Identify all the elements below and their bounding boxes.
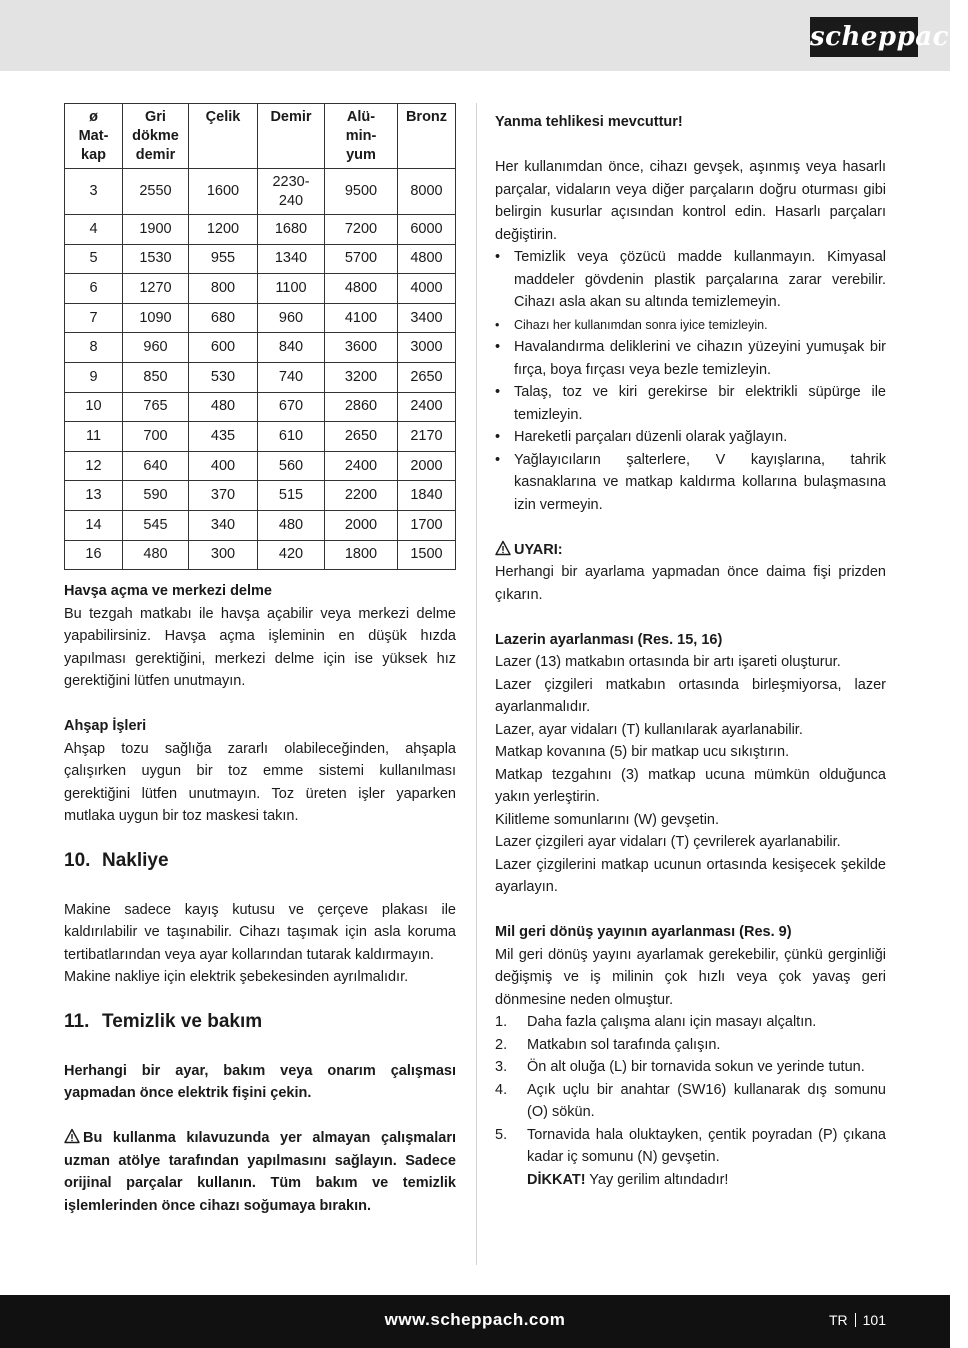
laser-line: Matkap tezgahını (3) matkap ucuna mümkün olduğunca yakın yerleştirin.: [495, 766, 886, 805]
list-item: [495, 1034, 886, 1057]
caution-label: DİKKAT!: [527, 1171, 586, 1188]
section-11-bold-note: Herhangi bir ayar, bakım veya onarım çalışması yapmadan önce elektrik fişini çekin.: [64, 1062, 456, 1102]
list-item: • Cihazı her kullanımdan sonra iyice temizleyin.: [495, 314, 886, 337]
table-cell: 670: [258, 392, 325, 422]
table-cell: 2000: [398, 451, 456, 481]
table-cell: 7200: [325, 215, 398, 245]
caution-text: Yay gerilim altındadır!: [585, 1171, 729, 1188]
table-row: [65, 244, 456, 274]
table-row: [65, 422, 456, 452]
table-cell: 560: [258, 451, 325, 481]
table-cell: 2650: [398, 362, 456, 392]
step-text: Tornavida hala oluktayken, çentik poyradan (P) çıkana kadar iç somunu (N) gevşetin.: [527, 1126, 886, 1165]
laser-heading: Lazerin ayarlanması (Res. 15, 16): [495, 631, 723, 648]
laser-line: Lazer çizgilerini matkap ucunun ortasında kesişecek şekilde ayarlayın.: [495, 856, 886, 895]
table-cell: 590: [123, 481, 189, 511]
table-header-row: [65, 104, 456, 169]
table-cell: 4: [65, 215, 123, 245]
table-cell: 480: [258, 510, 325, 540]
table-cell: 2650: [325, 422, 398, 452]
left-column: [64, 103, 456, 1217]
table-cell: 1900: [123, 215, 189, 245]
table-cell: 3200: [325, 362, 398, 392]
check-text: Her kullanımdan önce, cihazı gevşek, aşınmış veya hasarlı parçalar, vidaların veya diğer parçaların doğru oturması gibi belirgin kusurlar açısından kontrol edin. Hasarlı parçaları değiştirin.: [495, 159, 886, 243]
list-item: • Havalandırma deliklerini ve cihazın yüzeyini yumuşak bir fırça, boya fırçası veya bezle temizleyin.: [495, 336, 886, 381]
list-item: [495, 1011, 886, 1034]
laser-line: Kilitleme somunlarını (W) gevşetin.: [495, 811, 720, 828]
table-row: [65, 362, 456, 392]
table-cell: 600: [189, 333, 258, 363]
footer-bar: [0, 1295, 950, 1348]
list-item: • Talaş, toz ve kiri gerekirse bir elektrikli süpürge ile temizleyin.: [495, 381, 886, 426]
table-cell: 960: [258, 303, 325, 333]
table-row: [65, 540, 456, 570]
table-cell: 9500: [325, 169, 398, 215]
countersink-heading: Havşa açma ve merkezi delme: [64, 583, 272, 600]
table-row: [65, 303, 456, 333]
step-number: 5.: [495, 1126, 508, 1143]
table-cell: 2860: [325, 392, 398, 422]
laser-line: Lazer çizgileri ayar vidaları (T) çevrilerek ayarlanabilir.: [495, 834, 841, 850]
list-item: [495, 1056, 886, 1079]
section-10-paragraph-2: Makine nakliye için elektrik şebekesinden ayrılmalıdır.: [64, 969, 409, 986]
table-cell: 640: [123, 451, 189, 481]
table-cell: 1500: [398, 540, 456, 570]
table-cell: 765: [123, 392, 189, 422]
table-cell: 9: [65, 362, 123, 392]
table-header-cell: Çelik: [189, 104, 258, 169]
laser-line: Lazer çizgileri matkabın ortasında birleşmiyorsa, lazer ayarlanmalıdır.: [495, 676, 886, 715]
table-cell: 16: [65, 540, 123, 570]
table-cell: 1200: [189, 215, 258, 245]
section-10-paragraph-1: Makine sadece kayış kutusu ve çerçeve plakası ile kaldırılabilir ve taşınabilir. Cihazı taşımak için asla koruma tertibatlarından veya ayar kollarından tutarak kaldırmayın.: [64, 901, 456, 963]
table-cell: 740: [258, 362, 325, 392]
table-cell: 680: [189, 303, 258, 333]
table-cell: 850: [123, 362, 189, 392]
table-cell: 1090: [123, 303, 189, 333]
warning-triangle-icon: [64, 1128, 80, 1144]
step-text: Daha fazla çalışma alanı için masayı alçaltın.: [527, 1014, 817, 1030]
table-cell: 4800: [325, 274, 398, 304]
language-code: TR: [828, 1312, 848, 1328]
cleaning-bullet-list: [495, 246, 886, 516]
table-cell: 4100: [325, 303, 398, 333]
warning-title: UYARI:: [514, 541, 563, 558]
table-cell: 12: [65, 451, 123, 481]
laser-instructions: [495, 651, 886, 899]
table-cell: 300: [189, 540, 258, 570]
table-cell: 11: [65, 422, 123, 452]
table-cell: 1600: [189, 169, 258, 215]
list-item: • Yağlayıcıların şalterlere, V kayışlarına, tahrik kasnaklarına ve matkap kaldırma kollarına bulaşmasına izin vermeyin.: [495, 449, 886, 517]
warning-triangle-icon: [495, 540, 511, 556]
table-cell: 5: [65, 244, 123, 274]
section-11-number: 11.: [64, 1010, 90, 1032]
table-cell: 14: [65, 510, 123, 540]
table-cell: 13: [65, 481, 123, 511]
table-row: [65, 274, 456, 304]
spring-steps: [495, 1011, 886, 1191]
table-cell: 400: [189, 451, 258, 481]
table-header-cell: Alü- min- yum: [325, 104, 398, 169]
burn-hazard-heading: Yanma tehlikesi mevcuttur!: [495, 114, 683, 130]
table-cell: 420: [258, 540, 325, 570]
table-cell: 610: [258, 422, 325, 452]
table-body: [65, 169, 456, 570]
warning-heading: [495, 539, 886, 562]
table-cell: 2400: [325, 451, 398, 481]
column-divider: [476, 103, 477, 1265]
table-cell: 7: [65, 303, 123, 333]
table-cell: 3600: [325, 333, 398, 363]
table-cell: 8: [65, 333, 123, 363]
table-header-cell: Bronz: [398, 104, 456, 169]
table-cell: 1700: [398, 510, 456, 540]
scheppach-logo: scheppach: [810, 17, 918, 57]
spring-text: Mil geri dönüş yayını ayarlamak gerekebilir, çünkü gerginliği değişmiş ve iş milinin çok hızlı veya çok yavaş geri dönmesine neden olmuştur.: [495, 946, 886, 1008]
section-10-number: 10.: [64, 849, 91, 871]
table-cell: 3: [65, 169, 123, 215]
table-cell: 6: [65, 274, 123, 304]
table-cell: 1680: [258, 215, 325, 245]
table-cell: 1840: [398, 481, 456, 511]
table-cell: 3000: [398, 333, 456, 363]
section-11-title: Temizlik ve bakım: [102, 1010, 263, 1032]
table-cell: 955: [189, 244, 258, 274]
table-cell: 6000: [398, 215, 456, 245]
table-row: [65, 481, 456, 511]
page-separator: [855, 1313, 856, 1327]
page-number: 101: [862, 1312, 886, 1328]
warning-text: Herhangi bir ayarlama yapmadan önce daima fişi prizden çıkarın.: [495, 564, 886, 603]
table-cell: 370: [189, 481, 258, 511]
list-item: • Hareketli parçaları düzenli olarak yağlayın.: [495, 426, 886, 449]
table-cell: 4800: [398, 244, 456, 274]
table-cell: 1340: [258, 244, 325, 274]
table-cell: 3400: [398, 303, 456, 333]
step-text: Açık uçlu bir anahtar (SW16) kullanarak dış somunu (O) sökün.: [527, 1081, 886, 1120]
table-cell: 545: [123, 510, 189, 540]
table-cell: 840: [258, 333, 325, 363]
table-cell: 700: [123, 422, 189, 452]
table-cell: 4000: [398, 274, 456, 304]
table-header-cell: ø Mat- kap: [65, 104, 123, 169]
right-column: [495, 111, 886, 1191]
table-cell: 800: [189, 274, 258, 304]
table-row: [65, 333, 456, 363]
list-item: • Temizlik veya çözücü madde kullanmayın. Kimyasal maddeler gövdenin plastik parçalarına zarar verebilir. Cihazı asla akan su altında temizlemeyin.: [495, 246, 886, 314]
wood-heading: Ahşap İşleri: [64, 718, 147, 735]
website-url: www.scheppach.com: [384, 1310, 566, 1329]
table-cell: 2000: [325, 510, 398, 540]
table-cell: 960: [123, 333, 189, 363]
section-10-title: Nakliye: [102, 849, 169, 871]
table-cell: 2200: [325, 481, 398, 511]
section-11-warning: [64, 1127, 456, 1217]
list-item: [495, 1124, 886, 1192]
table-row: [65, 451, 456, 481]
step-number: 4.: [495, 1081, 508, 1098]
wood-text: Ahşap tozu sağlığa zararlı olabileceğinden, ahşapla çalışırken uygun bir toz emme sistemi kullanılması gerektiğini lütfen unutmayın. Toz üreten işler yaparken mutlaka uygun bir toz maskesi takın.: [64, 740, 456, 825]
page-indicator: [829, 1312, 886, 1328]
table-cell: 2550: [123, 169, 189, 215]
step-number: 1.: [495, 1014, 508, 1030]
table-cell: 2400: [398, 392, 456, 422]
section-11-heading: [64, 1009, 456, 1035]
table-cell: 515: [258, 481, 325, 511]
table-row: [65, 169, 456, 215]
step-number: 2.: [495, 1036, 508, 1053]
table-row: [65, 215, 456, 245]
table-cell: 8000: [398, 169, 456, 215]
table-header-cell: Gri dökme demir: [123, 104, 189, 169]
laser-line: Lazer (13) matkabın ortasında bir artı işareti oluşturur.: [495, 654, 841, 670]
table-row: [65, 510, 456, 540]
table-cell: 1100: [258, 274, 325, 304]
table-cell: 2230- 240: [258, 169, 325, 215]
table-cell: 1530: [123, 244, 189, 274]
list-item: [495, 1079, 886, 1124]
table-cell: 5700: [325, 244, 398, 274]
countersink-text: Bu tezgah matkabı ile havşa açabilir veya merkezi delme yapabilirsiniz. Havşa açma işleminin en düşük hızda yapılması gerektiğini, merkezi delme için ise yüksek hız gerektiğini lütfen unutmayın.: [64, 605, 456, 690]
table-header-cell: Demir: [258, 104, 325, 169]
table-cell: 10: [65, 392, 123, 422]
table-cell: 1800: [325, 540, 398, 570]
table-row: [65, 392, 456, 422]
step-number: 3.: [495, 1059, 508, 1075]
laser-line: Matkap kovanına (5) bir matkap ucu sıkıştırın.: [495, 744, 790, 760]
speed-table: [64, 103, 456, 570]
section-11-warning-text: Bu kullanma kılavuzunda yer almayan çalışmaları uzman atölye tarafından yapılmasını sağlayın. Sadece orijinal parçalar kullanın. Tüm bakım ve temizlik işlemlerinden önce cihazı soğumaya bırakın.: [64, 1130, 456, 1214]
table-cell: 435: [189, 422, 258, 452]
header-bar: [0, 0, 968, 71]
step-text: Ön alt oluğa (L) bir tornavida sokun ve yerinde tutun.: [527, 1059, 865, 1075]
section-10-heading: [64, 848, 456, 874]
table-cell: 480: [189, 392, 258, 422]
table-cell: 340: [189, 510, 258, 540]
table-cell: 1270: [123, 274, 189, 304]
laser-line: Lazer, ayar vidaları (T) kullanılarak ayarlanabilir.: [495, 721, 803, 738]
step-text: Matkabın sol tarafında çalışın.: [527, 1036, 721, 1053]
spring-heading: Mil geri dönüş yayının ayarlanması (Res. 9): [495, 924, 792, 940]
table-cell: 530: [189, 362, 258, 392]
table-cell: 480: [123, 540, 189, 570]
table-cell: 2170: [398, 422, 456, 452]
